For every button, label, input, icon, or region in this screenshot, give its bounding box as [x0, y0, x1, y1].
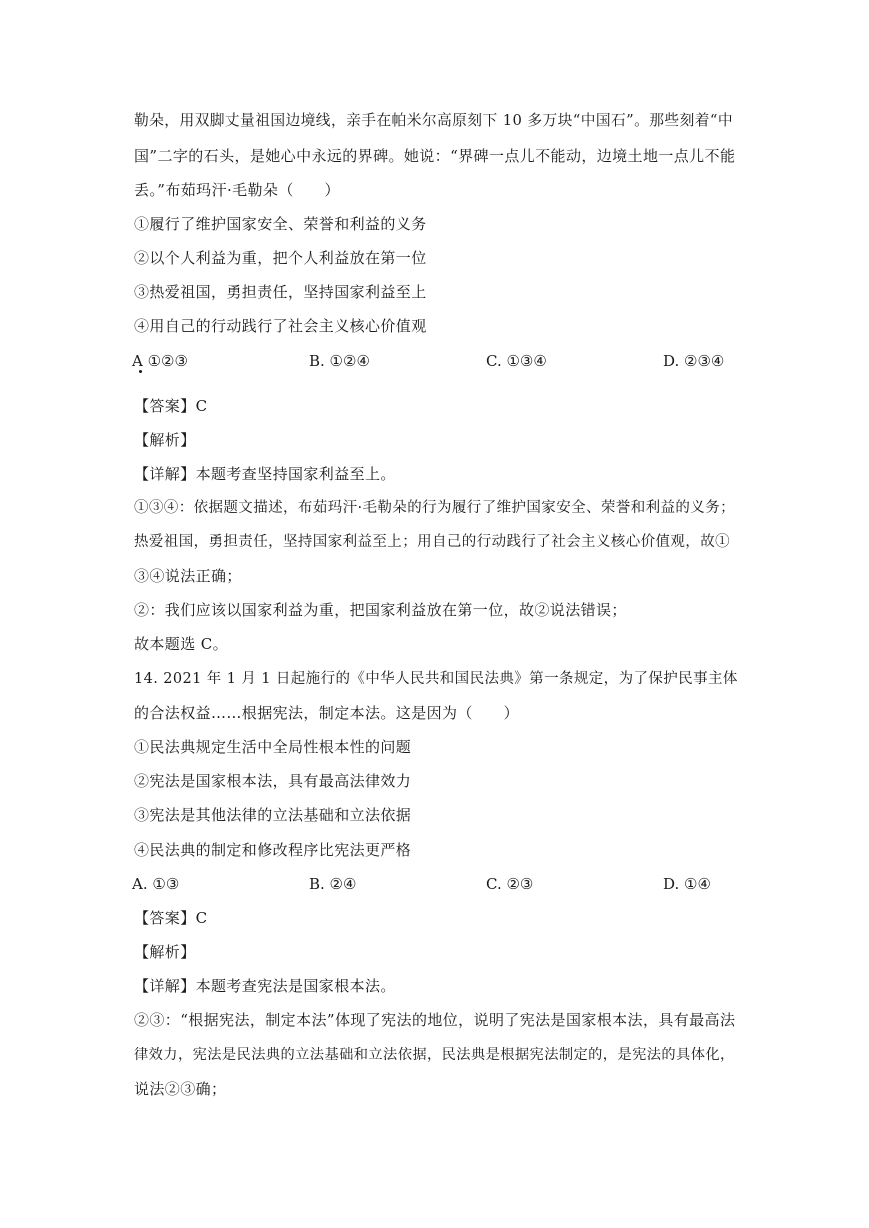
q14-stem-line-2: 的合法权益……根据宪法，制定本法。这是因为（ ）	[134, 704, 520, 722]
q14-option-d: D. ①④	[663, 875, 711, 893]
q13-option-c: C. ①③④	[486, 352, 547, 370]
q14-option-b: B. ②④	[309, 875, 357, 893]
q13-explanation-3: ③④说法正确；	[134, 567, 242, 585]
q13-statement-3: ③热爱祖国，勇担责任，坚持国家利益至上	[134, 283, 427, 301]
q14-analysis-title: 【解析】	[134, 943, 196, 961]
q13-explanation-4: ②：我们应该以国家利益为重，把国家利益放在第一位，故②说法错误；	[134, 601, 627, 619]
q13-statement-1: ①履行了维护国家安全、荣誉和利益的义务	[134, 215, 427, 233]
q14-statement-4: ④民法典的制定和修改程序比宪法更严格	[134, 841, 412, 859]
q13-explanation-2: 热爱祖国，勇担责任，坚持国家利益至上；用自己的行动践行了社会主义核心价值观，故①	[134, 534, 730, 550]
q14-stem-line-1: 14. 2021 年 1 月 1 日起施行的《中华人民共和国民法典》第一条规定，为了保护民事主体	[134, 671, 738, 687]
q14-statement-1: ①民法典规定生活中全局性根本性的问题	[134, 738, 412, 756]
q14-detail: 【详解】本题考查宪法是国家根本法。	[134, 977, 396, 995]
q14-answer: 【答案】C	[134, 909, 208, 927]
q13-option-b: B. ①②④	[309, 352, 370, 370]
q13-stem-line-3: 丢。”布茹玛汗·毛勒朵（ ）	[134, 181, 340, 199]
q14-option-a: A. ①③	[132, 875, 180, 893]
q13-analysis-title: 【解析】	[134, 431, 196, 449]
q13-explanation-5: 故本题选 C。	[134, 635, 229, 653]
q13-statement-4: ④用自己的行动践行了社会主义核心价值观	[134, 317, 427, 335]
q13-option-a: A ①②③	[132, 352, 188, 370]
q13-detail: 【详解】本题考查坚持国家利益至上。	[134, 465, 396, 483]
q13-explanation-1: ①③④：依据题文描述，布茹玛汗·毛勒朵的行为履行了维护国家安全、荣誉和利益的义务；	[134, 500, 736, 516]
q14-option-c: C. ②③	[486, 875, 534, 893]
q14-explanation-2: 律效力，宪法是民法典的立法基础和立法依据，民法典是根据宪法制定的，是宪法的具体化，	[134, 1047, 735, 1063]
q14-statement-3: ③宪法是其他法律的立法基础和立法依据	[134, 806, 412, 824]
q13-answer: 【答案】C	[134, 397, 208, 415]
q13-stem-line-2: 国”二字的石头，是她心中永远的界碑。她说：“界碑一点儿不能动，边境土地一点儿不能	[134, 147, 736, 165]
q14-explanation-1: ②③：“根据宪法，制定本法”体现了宪法的地位，说明了宪法是国家根本法，具有最高法	[134, 1011, 736, 1029]
q13-statement-2: ②以个人利益为重，把个人利益放在第一位	[134, 249, 427, 267]
q14-statement-2: ②宪法是国家根本法，具有最高法律效力	[134, 772, 412, 790]
q14-explanation-3: 说法②③确；	[134, 1080, 227, 1098]
q13-stem-line-1: 勒朵，用双脚丈量祖国边境线，亲手在帕米尔高原刻下 10 多万块“中国石”。那些刻着“中	[134, 112, 733, 129]
q13-option-d: D. ②③④	[663, 352, 725, 370]
q13-option-a-dot	[139, 370, 142, 373]
